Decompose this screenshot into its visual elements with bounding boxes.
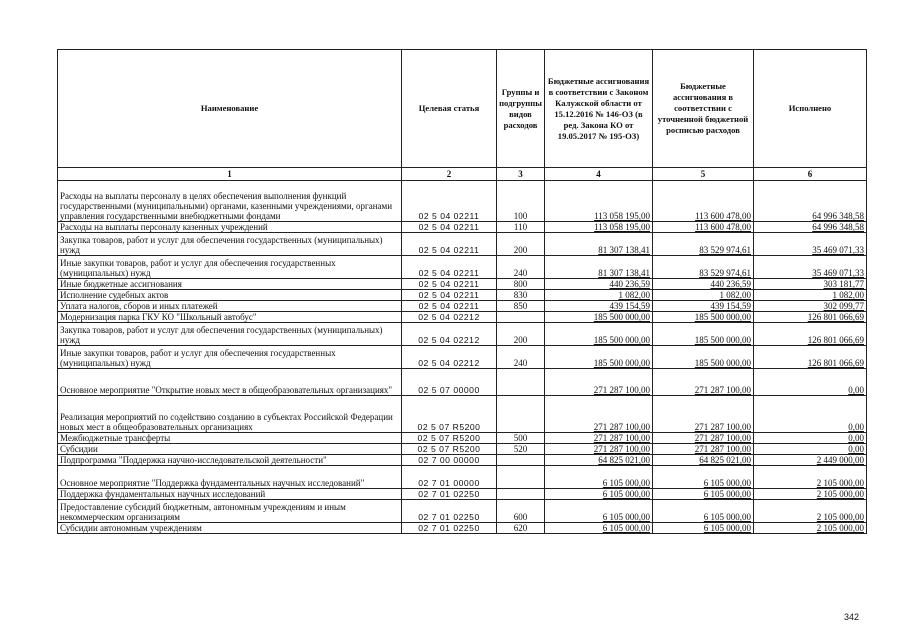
- row-name: Субсидии: [58, 444, 402, 455]
- row-executed-amount: [754, 523, 867, 534]
- row-refined-amount: [653, 312, 754, 323]
- row-name: Основное мероприятие "Поддержка фундаментальных научных исследований": [58, 466, 402, 489]
- row-executed-amount-value: 64 996 348,58: [812, 222, 864, 232]
- table-row: [58, 466, 867, 489]
- row-name: Расходы на выплаты персоналу в целях обеспечения выполнения функций государственными (муниципальными) органами, казенными учреждениями, органами управления государственными внебюджетными фондами: [58, 181, 402, 222]
- header-name: Наименование: [58, 50, 402, 168]
- row-refined-amount-value: 6 105 000,00: [703, 523, 751, 533]
- row-executed-amount-value: 302 099,77: [823, 301, 864, 311]
- row-name: Исполнение судебных актов: [58, 290, 402, 301]
- row-executed-amount: [754, 433, 867, 444]
- table-row: [58, 312, 867, 323]
- row-executed-amount-value: 303 181,77: [823, 279, 864, 289]
- table-row: [58, 222, 867, 233]
- row-name: Уплата налогов, сборов и иных платежей: [58, 301, 402, 312]
- row-law-amount: [545, 279, 653, 290]
- row-group: 500: [497, 433, 545, 444]
- row-executed-amount: [754, 290, 867, 301]
- row-executed-amount: [754, 222, 867, 233]
- header-target: Целевая статья: [402, 50, 497, 168]
- row-law-amount: [545, 181, 653, 222]
- row-target-code: 02 5 07 R5200: [402, 444, 497, 455]
- row-refined-amount-value: 271 287 100,00: [694, 422, 751, 432]
- row-name: Реализация мероприятий по содействию созданию в субъектах Российской Федерации новых мест в общеобразовательных организациях: [58, 396, 402, 433]
- row-executed-amount-value: 0,00: [848, 422, 864, 432]
- row-executed-amount: [754, 256, 867, 279]
- row-law-amount: [545, 346, 653, 369]
- row-law-amount-value: 113 058 195,00: [594, 211, 650, 221]
- row-group: 620: [497, 523, 545, 534]
- row-executed-amount: [754, 500, 867, 523]
- row-law-amount: [545, 444, 653, 455]
- table-row: [58, 369, 867, 396]
- header-executed: Исполнено: [754, 50, 867, 168]
- budget-table-sheet: [57, 49, 866, 534]
- row-law-amount: [545, 489, 653, 500]
- row-target-code: 02 7 00 00000: [402, 455, 497, 466]
- row-group: 850: [497, 301, 545, 312]
- row-group: 110: [497, 222, 545, 233]
- row-refined-amount-value: 185 500 000,00: [694, 312, 751, 322]
- row-name: Иные закупки товаров, работ и услуг для обеспечения государственных (муниципальных) нужд: [58, 346, 402, 369]
- row-law-amount-value: 1 082,00: [618, 290, 650, 300]
- row-executed-amount-value: 126 801 066,69: [807, 312, 864, 322]
- row-name: Иные закупки товаров, работ и услуг для обеспечения государственных (муниципальных) нужд: [58, 256, 402, 279]
- table-row: [58, 323, 867, 346]
- row-law-amount: [545, 290, 653, 301]
- row-refined-amount: [653, 466, 754, 489]
- row-group: 600: [497, 500, 545, 523]
- row-name: Предоставление субсидий бюджетным, автономным учреждениям и иным некоммерческим организациям: [58, 500, 402, 523]
- row-law-amount: [545, 455, 653, 466]
- row-executed-amount-value: 126 801 066,69: [807, 358, 864, 368]
- table-row: [58, 233, 867, 256]
- row-name: Закупка товаров, работ и услуг для обеспечения государственных (муниципальных) нужд: [58, 323, 402, 346]
- row-refined-amount-value: 113 600 478,00: [695, 211, 751, 221]
- row-law-amount: [545, 256, 653, 279]
- row-executed-amount: [754, 346, 867, 369]
- row-group: 200: [497, 323, 545, 346]
- row-executed-amount-value: 35 469 071,33: [812, 245, 864, 255]
- row-group: 240: [497, 346, 545, 369]
- row-refined-amount-value: 271 287 100,00: [694, 385, 751, 395]
- row-law-amount: [545, 312, 653, 323]
- column-number: 6: [754, 168, 867, 181]
- row-refined-amount-value: 271 287 100,00: [694, 433, 751, 443]
- row-refined-amount-value: 440 236,59: [710, 279, 751, 289]
- row-refined-amount-value: 185 500 000,00: [694, 358, 751, 368]
- row-law-amount-value: 271 287 100,00: [593, 433, 650, 443]
- row-law-amount: [545, 500, 653, 523]
- column-number: 2: [402, 168, 497, 181]
- row-executed-amount-value: 2 105 000,00: [816, 512, 864, 522]
- row-refined-amount: [653, 323, 754, 346]
- row-target-code: 02 5 04 02212: [402, 312, 497, 323]
- column-number: 5: [653, 168, 754, 181]
- row-name: Расходы на выплаты персоналу казенных учреждений: [58, 222, 402, 233]
- row-law-amount: [545, 433, 653, 444]
- row-executed-amount: [754, 444, 867, 455]
- row-refined-amount: [653, 181, 754, 222]
- row-refined-amount: [653, 301, 754, 312]
- row-refined-amount-value: 271 287 100,00: [694, 444, 751, 454]
- header-law: Бюджетные ассигнования в соответствии с Законом Калужской области от 15.12.2016 № 146-ОЗ (в ред. Закона КО от 19.05.2017 № 195-ОЗ): [545, 50, 653, 168]
- row-law-amount-value: 185 500 000,00: [593, 335, 650, 345]
- row-law-amount-value: 271 287 100,00: [593, 385, 650, 395]
- row-executed-amount-value: 2 449 000,00: [816, 455, 864, 465]
- row-refined-amount-value: 439 154,59: [710, 301, 751, 311]
- row-law-amount-value: 64 825 021,00: [598, 455, 650, 465]
- row-refined-amount: [653, 279, 754, 290]
- row-executed-amount: [754, 455, 867, 466]
- row-executed-amount-value: 2 105 000,00: [816, 478, 864, 488]
- row-group: [497, 466, 545, 489]
- row-refined-amount-value: 6 105 000,00: [703, 478, 751, 488]
- row-executed-amount-value: 0,00: [848, 444, 864, 454]
- table-row: [58, 290, 867, 301]
- row-executed-amount-value: 35 469 071,33: [812, 268, 864, 278]
- row-law-amount-value: 440 236,59: [609, 279, 650, 289]
- row-group: 200: [497, 233, 545, 256]
- row-executed-amount: [754, 466, 867, 489]
- row-refined-amount: [653, 433, 754, 444]
- row-target-code: 02 7 01 02250: [402, 523, 497, 534]
- row-law-amount: [545, 523, 653, 534]
- row-law-amount: [545, 396, 653, 433]
- row-refined-amount: [653, 346, 754, 369]
- row-refined-amount: [653, 233, 754, 256]
- row-refined-amount: [653, 369, 754, 396]
- row-group: 830: [497, 290, 545, 301]
- row-group: 240: [497, 256, 545, 279]
- row-target-code: 02 5 04 02212: [402, 346, 497, 369]
- row-law-amount-value: 6 105 000,00: [602, 512, 650, 522]
- row-executed-amount-value: 1 082,00: [832, 290, 864, 300]
- budget-table: [57, 49, 867, 534]
- row-group: 520: [497, 444, 545, 455]
- row-target-code: 02 5 04 02211: [402, 301, 497, 312]
- header-groups: Группы и подгруппы видов расходов: [497, 50, 545, 168]
- row-target-code: 02 5 04 02211: [402, 279, 497, 290]
- column-number-row: [58, 168, 867, 181]
- row-law-amount: [545, 369, 653, 396]
- row-refined-amount-value: 83 529 974,61: [699, 245, 751, 255]
- row-law-amount-value: 185 500 000,00: [593, 358, 650, 368]
- row-name: Закупка товаров, работ и услуг для обеспечения государственных (муниципальных) нужд: [58, 233, 402, 256]
- row-law-amount: [545, 466, 653, 489]
- row-law-amount-value: 81 307 138,41: [598, 268, 650, 278]
- table-row: [58, 523, 867, 534]
- row-target-code: 02 5 04 02212: [402, 323, 497, 346]
- row-executed-amount: [754, 279, 867, 290]
- row-executed-amount-value: 0,00: [848, 433, 864, 443]
- row-refined-amount-value: 83 529 974,61: [699, 268, 751, 278]
- row-name: Подпрограмма "Поддержка научно-исследовательской деятельности": [58, 455, 402, 466]
- row-group: 100: [497, 181, 545, 222]
- row-refined-amount: [653, 455, 754, 466]
- row-target-code: 02 7 01 02250: [402, 489, 497, 500]
- header-refined: Бюджетные ассигнования в соответствии с уточненной бюджетной росписью расходов: [653, 50, 754, 168]
- row-target-code: 02 5 04 02211: [402, 181, 497, 222]
- table-row: [58, 181, 867, 222]
- row-law-amount-value: 6 105 000,00: [602, 523, 650, 533]
- row-target-code: 02 5 04 02211: [402, 256, 497, 279]
- row-refined-amount: [653, 523, 754, 534]
- table-row: [58, 489, 867, 500]
- row-refined-amount-value: 1 082,00: [719, 290, 751, 300]
- row-target-code: 02 5 04 02211: [402, 290, 497, 301]
- row-name: Субсидии автономным учреждениям: [58, 523, 402, 534]
- row-target-code: 02 5 07 R5200: [402, 396, 497, 433]
- row-law-amount: [545, 301, 653, 312]
- row-group: [497, 489, 545, 500]
- table-row: [58, 500, 867, 523]
- row-name: Поддержка фундаментальных научных исследований: [58, 489, 402, 500]
- row-refined-amount-value: 113 600 478,00: [695, 222, 751, 232]
- row-law-amount-value: 81 307 138,41: [598, 245, 650, 255]
- row-law-amount: [545, 222, 653, 233]
- row-group: [497, 455, 545, 466]
- row-law-amount: [545, 323, 653, 346]
- page-number: 342: [843, 612, 859, 622]
- row-refined-amount-value: 64 825 021,00: [699, 455, 751, 465]
- table-row: [58, 346, 867, 369]
- table-row: [58, 301, 867, 312]
- row-group: [497, 369, 545, 396]
- row-executed-amount-value: 2 105 000,00: [816, 489, 864, 499]
- row-group: [497, 396, 545, 433]
- row-name: Иные бюджетные ассигнования: [58, 279, 402, 290]
- table-row: [58, 396, 867, 433]
- row-refined-amount-value: 185 500 000,00: [694, 335, 751, 345]
- row-target-code: 02 5 07 R5200: [402, 433, 497, 444]
- row-executed-amount: [754, 181, 867, 222]
- row-refined-amount-value: 6 105 000,00: [703, 489, 751, 499]
- row-refined-amount: [653, 290, 754, 301]
- row-target-code: 02 5 04 02211: [402, 222, 497, 233]
- row-executed-amount: [754, 369, 867, 396]
- table-row: [58, 279, 867, 290]
- row-target-code: 02 7 01 02250: [402, 500, 497, 523]
- row-refined-amount: [653, 396, 754, 433]
- row-refined-amount: [653, 500, 754, 523]
- row-executed-amount-value: 0,00: [848, 385, 864, 395]
- row-name: Модернизация парка ГКУ КО "Школьный автобус": [58, 312, 402, 323]
- row-target-code: 02 7 01 00000: [402, 466, 497, 489]
- row-executed-amount: [754, 233, 867, 256]
- row-law-amount-value: 6 105 000,00: [602, 478, 650, 488]
- row-law-amount-value: 113 058 195,00: [594, 222, 650, 232]
- row-target-code: 02 5 04 02211: [402, 233, 497, 256]
- row-executed-amount: [754, 489, 867, 500]
- row-executed-amount: [754, 323, 867, 346]
- row-refined-amount: [653, 256, 754, 279]
- row-law-amount-value: 185 500 000,00: [593, 312, 650, 322]
- row-name: Основное мероприятие "Открытие новых мест в общеобразовательных организациях": [58, 369, 402, 396]
- table-row: [58, 433, 867, 444]
- column-number: 1: [58, 168, 402, 181]
- row-refined-amount-value: 6 105 000,00: [703, 512, 751, 522]
- row-refined-amount: [653, 489, 754, 500]
- table-body: [58, 168, 867, 534]
- table-row: [58, 256, 867, 279]
- column-number: 4: [545, 168, 653, 181]
- table-row: [58, 444, 867, 455]
- row-law-amount-value: 271 287 100,00: [593, 422, 650, 432]
- row-executed-amount: [754, 301, 867, 312]
- row-refined-amount: [653, 444, 754, 455]
- row-law-amount-value: 271 287 100,00: [593, 444, 650, 454]
- row-target-code: 02 5 07 00000: [402, 369, 497, 396]
- row-executed-amount-value: 64 996 348,58: [812, 211, 864, 221]
- column-number: 3: [497, 168, 545, 181]
- row-group: 800: [497, 279, 545, 290]
- row-group: [497, 312, 545, 323]
- row-name: Межбюджетные трансферты: [58, 433, 402, 444]
- table-row: [58, 455, 867, 466]
- row-executed-amount: [754, 396, 867, 433]
- row-law-amount-value: 439 154,59: [609, 301, 650, 311]
- row-law-amount: [545, 233, 653, 256]
- row-executed-amount-value: 2 105 000,00: [816, 523, 864, 533]
- row-executed-amount-value: 126 801 066,69: [807, 335, 864, 345]
- row-refined-amount: [653, 222, 754, 233]
- row-law-amount-value: 6 105 000,00: [602, 489, 650, 499]
- row-executed-amount: [754, 312, 867, 323]
